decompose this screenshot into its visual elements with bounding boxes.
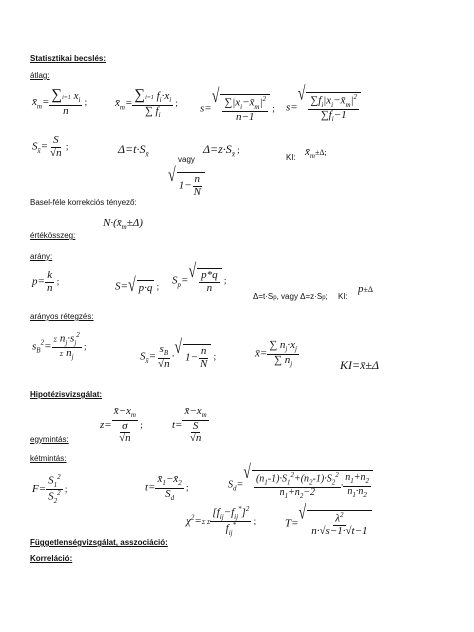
text-ki-arany: KI: — [338, 292, 348, 301]
heading-hipotezisvizsgalat: Hipotézisvizsgálat: — [30, 390, 103, 399]
formula-mean-retegzes: x̄= $\frac{\sum n_j\cdot x_j}{\sum n_j}$ — [255, 339, 297, 368]
formula-ki-arany: p±Δ — [358, 283, 374, 295]
heading-fuggetlensegvizsgalat: Függetlenségvizsgálat, asszociáció: — [30, 538, 168, 547]
formula-ki-mean: $x̄_m\pm\Delta$; — [305, 146, 327, 161]
formula-tschuprow: T= √ $\frac{\lambda^2}{n\cdot√s-1\cdot√t-1}$ — [285, 510, 372, 538]
heading-egymintas: egymintás: — [30, 435, 69, 444]
formula-delta-t: $\Delta=t\cdot S_{x̄}$ — [118, 142, 149, 159]
formula-sb-squared: $s_B^2=$ $\frac{\Sigma n_j\cdot s_j^2}{\Sigma n_j}$ ; — [32, 331, 87, 362]
heading-korrelacio: Korreláció: — [30, 554, 73, 563]
formula-f-test: F= $\frac{S_1^2}{S_2^2}$ ; — [32, 473, 68, 506]
formula-sd-pooled: $S_d=$ √ $\frac{(n_1-1)\cdot S_1^2+(n_2-1)\cdot S_2^2}{n_1+n_2-2}$ · $\frac{n_1+n_2}{n_1\cdot n_2}$ — [228, 470, 373, 500]
heading-ketmintas: kétmintás: — [30, 454, 67, 463]
formula-standard-error: $S_{x̄}=$ $\frac{S}{√n}$ ; — [32, 134, 69, 159]
formula-ertekosszeg: $N\cdot(x̄_m\pm\Delta)$ — [103, 217, 143, 232]
formula-mean-weighted: $x̄_m=$ $\frac{\sum i=1 f_i\cdot x_i}{\sum f_i}$ ; — [115, 87, 178, 119]
formula-basel: √ 1− $\frac{n}{N}$ — [168, 172, 205, 198]
heading-ertekosszeg: értékösszeg: — [30, 231, 76, 240]
formula-mean-simple: $x̄_m=$ $\frac{\sum i=1 x_i}{n}$ ; — [32, 87, 88, 117]
heading-statisztikai-becsles: Statisztikai becslés: — [30, 54, 107, 63]
formula-std-simple: s= √ $\frac{\sum|x_i-x̄_m|^2}{n-1}$ ; — [200, 86, 275, 124]
formula-arany-p: p= $\frac{k}{n}$ ; — [32, 269, 60, 294]
text-ki: KI: — [286, 153, 296, 162]
formula-t-two-sample: t= $\frac{x̄_1-x̄_2}{S_d}$ ; — [145, 473, 189, 502]
formula-std-weighted: s= √ $\frac{\sum f_i|x_i-x̄_m|^2}{\sum f_i-1}$ — [286, 92, 361, 124]
formula-arany-sp: $S_p=$ √ $\frac{p*q}{n}$ ; — [172, 261, 227, 294]
heading-basel: Basel-féle korrekciós tényező: — [30, 198, 137, 207]
formula-z-test: z= $\frac{x̄-x_m}{\frac{\sigma}{√n}}$ ; — [100, 405, 143, 445]
formula-chi-squared: $\chi^2=\Sigma$ Σ $\frac{[f_{ij}-f_{ij}^*]^2}{f_{ij}^*}$ ; — [186, 505, 257, 538]
heading-arany: arány: — [30, 252, 53, 261]
formula-delta-z: $\Delta=z\cdot S_{x̄}$ ; — [203, 142, 240, 159]
heading-atlag: átlag: — [30, 71, 50, 80]
text-delta-line: Δ=t·Sp, vagy Δ=z·Sp; — [253, 292, 328, 301]
text-vagy: vagy — [178, 155, 195, 164]
formula-arany-s: S= √ p·q ; — [115, 275, 160, 297]
formula-sx-retegzes: $S_{x̄}=$ $\frac{s_B}{√n}$ · √ 1− $\frac{n}{N}$ ; — [140, 337, 217, 370]
formula-ki-retegzes: KI=x̄±Δ — [340, 358, 380, 372]
formula-t-test: t= $\frac{x̄-x_m}{\frac{S}{√n}}$ — [172, 405, 207, 445]
heading-aranyos-retegzes: arányos rétegzés: — [30, 312, 94, 321]
